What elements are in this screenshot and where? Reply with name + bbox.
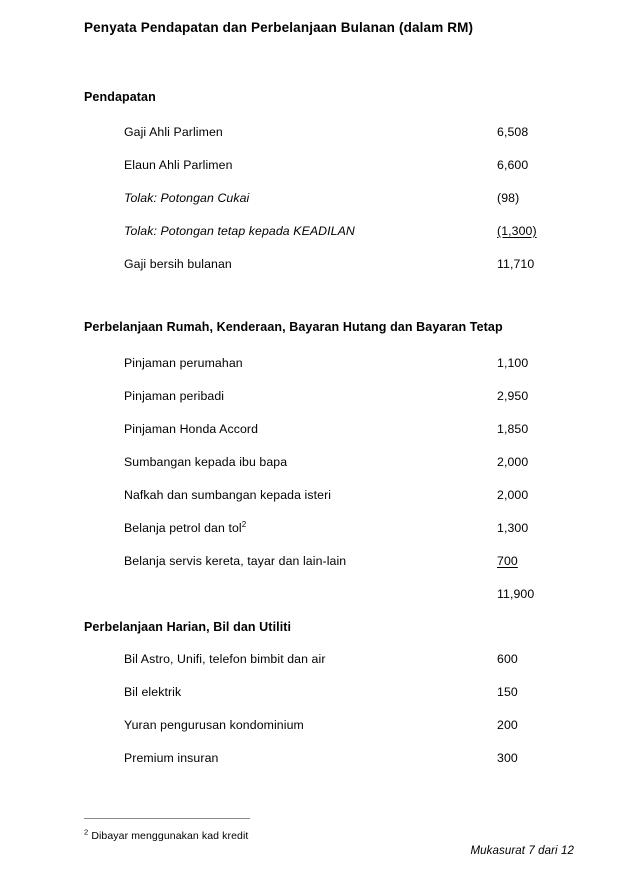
row-amount: 1,100: [497, 356, 529, 370]
table-row: [0, 257, 630, 273]
row-label: Bil elektrik: [124, 685, 182, 699]
row-amount-subtotal-rule: (1,300): [497, 224, 537, 238]
section-heading: Perbelanjaan Rumah, Kenderaan, Bayaran Hutang dan Bayaran Tetap: [84, 320, 503, 334]
table-row: [0, 356, 630, 372]
row-amount: 1,300: [497, 521, 529, 535]
row-amount: 150: [497, 685, 518, 699]
table-row: [0, 455, 630, 471]
table-row: [0, 158, 630, 174]
table-row-total: [0, 587, 630, 603]
row-label: Pinjaman perumahan: [124, 356, 243, 370]
table-row: [0, 125, 630, 141]
table-row: [0, 554, 630, 570]
row-label: Gaji bersih bulanan: [124, 257, 232, 271]
table-row: [0, 652, 630, 668]
table-row: [0, 521, 630, 537]
table-row: [0, 191, 630, 207]
footnote-separator: [84, 818, 250, 819]
row-label: Yuran pengurusan kondominium: [124, 718, 304, 732]
row-amount: 200: [497, 718, 518, 732]
row-amount: 300: [497, 751, 518, 765]
row-label: Premium insuran: [124, 751, 219, 765]
row-label: Nafkah dan sumbangan kepada isteri: [124, 488, 332, 502]
footnote-marker: 2: [241, 519, 247, 529]
row-amount-total: 11,710: [497, 257, 535, 271]
row-amount: 600: [497, 652, 518, 666]
table-row: [0, 224, 630, 240]
row-amount: 2,950: [497, 389, 529, 403]
table-row: [0, 488, 630, 504]
footnote-label: Dibayar menggunakan kad kredit: [91, 830, 249, 842]
page-title: Penyata Pendapatan dan Perbelanjaan Bulanan (dalam RM): [84, 20, 474, 35]
row-label: Pinjaman peribadi: [124, 389, 225, 403]
row-label: Belanja petrol dan tol$^2$: [124, 519, 247, 535]
row-amount: 1,850: [497, 422, 529, 436]
row-amount: 2,000: [497, 488, 529, 502]
row-label: Sumbangan kepada ibu bapa: [124, 455, 288, 469]
section-heading: Pendapatan: [84, 90, 156, 104]
page-number-footer: Mukasurat 7 dari 12: [470, 845, 574, 857]
footnote-marker: 2: [84, 827, 89, 837]
row-amount: (98): [497, 191, 520, 205]
row-amount-total: 11,900: [497, 587, 535, 601]
table-row: [0, 685, 630, 701]
row-amount-subtotal-rule: 700: [497, 554, 518, 568]
row-label: Tolak: Potongan tetap kepada KEADILAN: [124, 224, 355, 238]
row-label: Belanja servis kereta, tayar dan lain-lain: [124, 554, 347, 568]
row-label: Pinjaman Honda Accord: [124, 422, 259, 436]
row-amount: 6,508: [497, 125, 529, 139]
row-label: Elaun Ahli Parlimen: [124, 158, 233, 172]
table-row: [0, 751, 630, 767]
table-row: [0, 422, 630, 438]
row-label: Tolak: Potongan Cukai: [124, 191, 250, 205]
row-amount: 6,600: [497, 158, 529, 172]
row-amount: 2,000: [497, 455, 529, 469]
row-label: Bil Astro, Unifi, telefon bimbit dan air: [124, 652, 326, 666]
table-row: [0, 389, 630, 405]
row-label: Gaji Ahli Parlimen: [124, 125, 223, 139]
footnote: [84, 827, 249, 842]
table-row: [0, 718, 630, 734]
section-heading: Perbelanjaan Harian, Bil dan Utiliti: [84, 620, 292, 634]
